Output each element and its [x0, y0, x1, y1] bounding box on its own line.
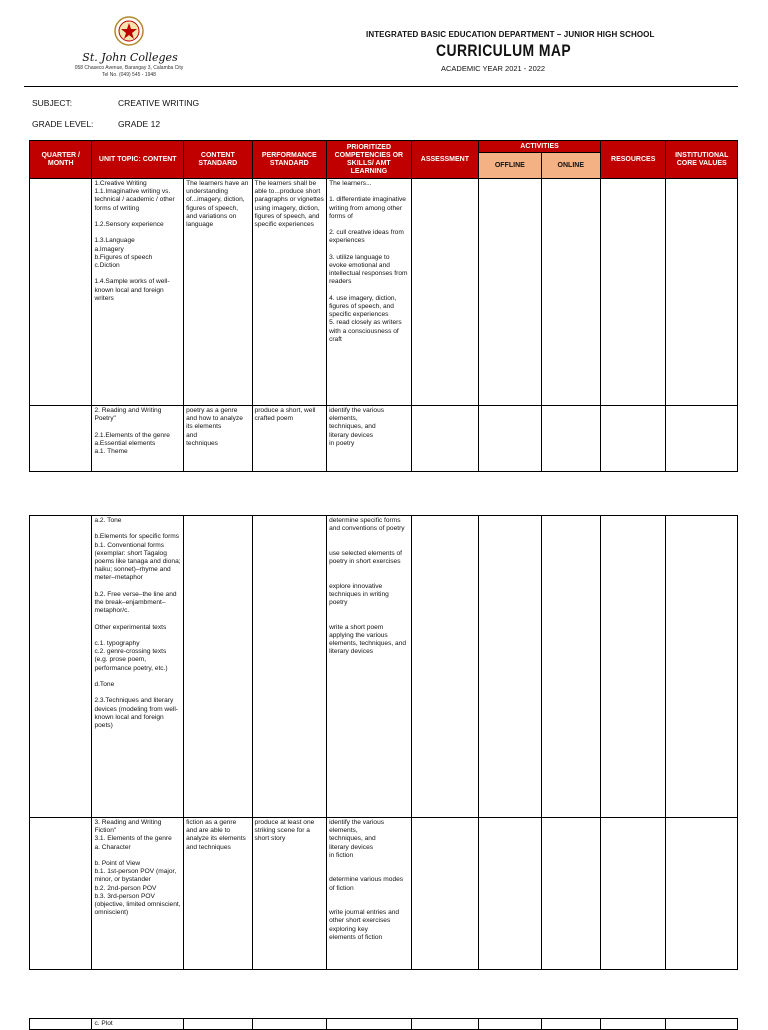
header-content-standard: CONTENT STANDARD — [184, 141, 252, 179]
assessment-cell — [411, 1019, 478, 1030]
quarter-cell — [30, 818, 92, 970]
header-core-values: INSTITUTIONAL CORE VALUES — [666, 141, 738, 179]
competencies-cell: identify the various elements, techniques, and literary devices in fiction determine various modes of fiction write journal entries and other short exercises exploring key elements of fiction — [327, 818, 412, 970]
unit-topic-cell: 2. Reading and Writing Poetry" 2.1.Elements of the genre a.Essential elements a.1. Theme — [92, 406, 184, 472]
competencies-cell — [327, 1019, 412, 1030]
assessment-cell — [411, 179, 478, 406]
core-values-cell — [666, 516, 738, 818]
offline-cell — [479, 516, 541, 818]
competencies-cell: The learners... 1. differentiate imaginative writing from among other forms of 2. cull creative ideas from experiences 3. utilize language to evoke emotional and intellectual responses from readers 4. use imagery, diction, figures of speech, and specific experiences 5. read closely as writers with a consciousness of craft — [327, 179, 412, 406]
curriculum-table-page3 — [29, 1018, 738, 1030]
performance-standard-cell: produce at least one striking scene for a short story — [252, 818, 327, 970]
unit-topic-cell: c. Plot — [92, 1019, 184, 1030]
quarter-cell — [30, 406, 92, 472]
unit-topic-cell: 1.Creative Writing 1.1.Imaginative writing vs. technical / academic / other forms of writing 1.2.Sensory experience 1.3.Language a.Imagery b.Figures of speech c.Diction 1.4.Sample works of well-known local and foreign writers — [92, 179, 184, 406]
table-row — [30, 818, 738, 970]
offline-cell — [479, 1019, 541, 1030]
quarter-cell — [30, 516, 92, 818]
table-row — [30, 516, 738, 818]
content-standard-cell — [184, 516, 252, 818]
performance-standard-cell: The learners shall be able to...produce short paragraphs or vignettes using imagery, diction, figures of speech, and specific experiences — [252, 179, 327, 406]
online-cell — [541, 179, 600, 406]
grade-level-value: GRADE 12 — [118, 119, 161, 129]
assessment-cell — [411, 406, 478, 472]
core-values-cell — [666, 818, 738, 970]
competencies-cell: determine specific forms and conventions of poetry use selected elements of poetry in short exercises explore innovative techniques in writing poetry write a short poem applying the various elements, techniques, and literary devices — [327, 516, 412, 818]
quarter-cell — [30, 1019, 92, 1030]
header-resources: RESOURCES — [600, 141, 665, 179]
header-competencies: PRIORITIZED COMPETENCIES OR SKILLS/ AMT LEARNING — [327, 141, 412, 179]
school-seal-icon — [114, 16, 144, 46]
core-values-cell — [666, 179, 738, 406]
academic-year: ACADEMIC YEAR 2021 - 2022 — [441, 64, 546, 73]
content-standard-cell: fiction as a genre and are able to analyze its elements and techniques — [184, 818, 252, 970]
unit-topic-cell: 3. Reading and Writing Fiction" 3.1. Elements of the genre a. Character b. Point of View b.1. 1st-person POV (major, minor, or bystander b.2. 2nd-person POV b.3. 3rd-person POV (objective, limited omniscient, omniscient) — [92, 818, 184, 970]
online-cell — [541, 818, 600, 970]
header-performance-standard: PERFORMANCE STANDARD — [252, 141, 327, 179]
header-quarter: QUARTER / MONTH — [30, 141, 92, 179]
resources-cell — [600, 818, 665, 970]
resources-cell — [600, 179, 665, 406]
content-standard-cell — [184, 1019, 252, 1030]
header-assessment: ASSESSMENT — [411, 141, 478, 179]
department-name: INTEGRATED BASIC EDUCATION DEPARTMENT – JUNIOR HIGH SCHOOL — [366, 30, 655, 39]
school-address — [55, 65, 203, 79]
assessment-cell — [411, 818, 478, 970]
table-row — [30, 1019, 738, 1030]
table-row — [30, 406, 738, 472]
subject-label: SUBJECT: — [32, 98, 73, 108]
content-standard-cell: The learners have an understanding of...imagery, diction, figures of speech, and variations on language — [184, 179, 252, 406]
header-activities: ACTIVITIES — [479, 141, 601, 153]
resources-cell — [600, 1019, 665, 1030]
table-row — [30, 179, 738, 406]
subject-value: CREATIVE WRITING — [118, 98, 200, 108]
competencies-cell: identify the various elements, techniques, and literary devices in poetry — [327, 406, 412, 472]
school-address-line1: 058 Chaseco Avenue, Barangay 3, Calamba City — [74, 65, 184, 71]
header-online: ONLINE — [541, 153, 600, 179]
header-offline: OFFLINE — [479, 153, 541, 179]
online-cell — [541, 1019, 600, 1030]
offline-cell — [479, 818, 541, 970]
resources-cell — [600, 406, 665, 472]
curriculum-table-page1 — [29, 140, 738, 472]
quarter-cell — [30, 179, 92, 406]
online-cell — [541, 406, 600, 472]
performance-standard-cell: produce a short, well crafted poem — [252, 406, 327, 472]
content-standard-cell: poetry as a genre and how to analyze its elements and techniques — [184, 406, 252, 472]
core-values-cell — [666, 406, 738, 472]
resources-cell — [600, 516, 665, 818]
core-values-cell — [666, 1019, 738, 1030]
school-name: St. John Colleges — [82, 51, 178, 64]
curriculum-table-page2 — [29, 515, 738, 970]
header-unit-topic: UNIT TOPIC: CONTENT — [92, 141, 184, 179]
grade-level-label: GRADE LEVEL: — [32, 119, 94, 129]
school-address-line2: Tel No. (049) 545 - 1948 — [102, 72, 156, 78]
offline-cell — [479, 406, 541, 472]
offline-cell — [479, 179, 541, 406]
performance-standard-cell — [252, 1019, 327, 1030]
performance-standard-cell — [252, 516, 327, 818]
document-title: CURRICULUM MAP — [436, 41, 572, 60]
assessment-cell — [411, 516, 478, 818]
header-divider — [24, 86, 738, 87]
online-cell — [541, 516, 600, 818]
unit-topic-cell: a.2. Tone b.Elements for specific forms b.1. Conventional forms (exemplar: short Tagalog poems like tanaga and diona; haiku; sonnet)–rhyme and meter–metaphor b.2. Free verse–the line and the break–enjambment–metaphor/c. Other experimental texts c.1. typography c.2. genre-crossing texts (e.g. prose poem, performance poetry, etc.) d.Tone 2.3.Techniques and literary devices (modeling from well-known local and foreign poets) — [92, 516, 184, 818]
